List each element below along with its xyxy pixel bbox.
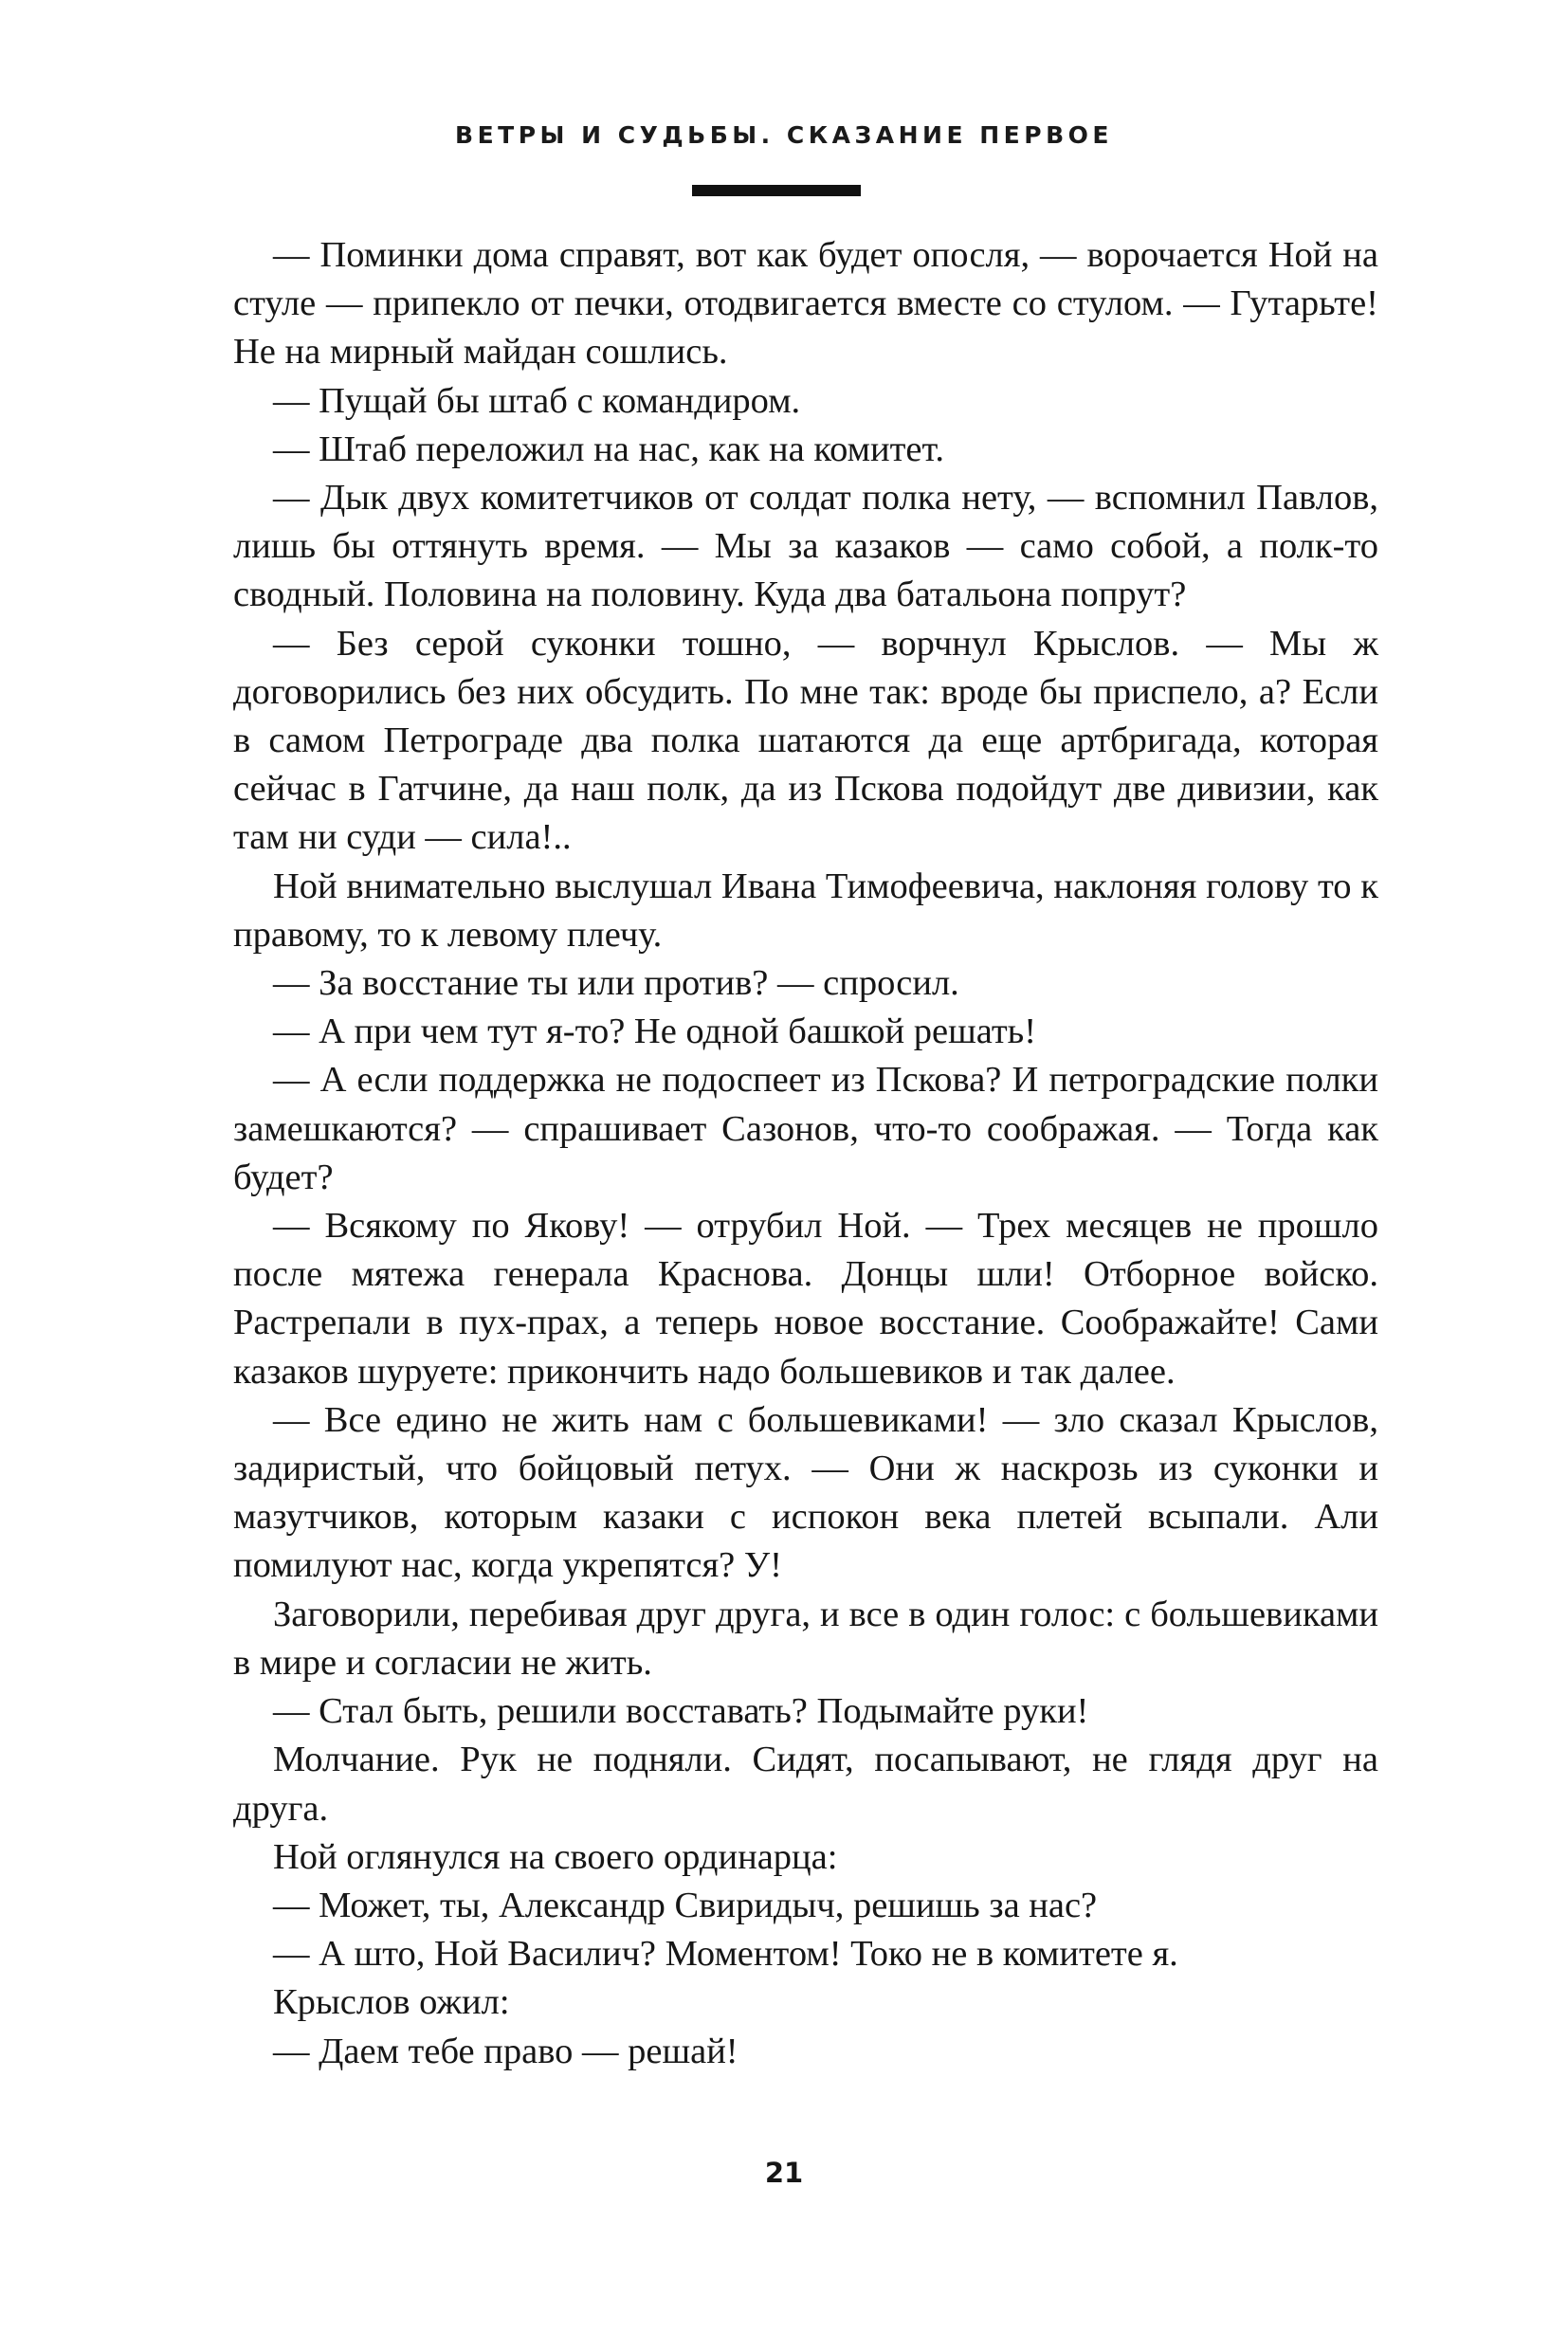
paragraph: Ной внимательно выслушал Ивана Тимофеевича, наклоняя голову то к правому, то к левому плечу.	[233, 866, 1378, 955]
paragraph: Заговорили, перебивая друг друга, и все в один голос: с большевиками в мире и согласии не жить.	[233, 1594, 1378, 1683]
paragraph: — Даем тебе право — решай!	[273, 2031, 738, 2071]
paragraph: — А если поддержка не подоспеет из Пскова? И петроградские полки замешкаются? — спрашивает Сазонов, что-то соображая. — Тогда как будет?	[233, 1060, 1378, 1197]
paragraph: — Дык двух комитетчиков от солдат полка нету, — вспомнил Павлов, лишь бы оттянуть время. — Мы за казаков — само собой, а полк-то сводный. Половина на половину. Куда два батальона попрут?	[233, 478, 1378, 615]
body-text	[233, 231, 1378, 2076]
paragraph: Ной оглянулся на своего ординарца:	[273, 1836, 838, 1877]
paragraph: — За восстание ты или против? — спросил.	[273, 963, 959, 1004]
paragraph: — Штаб переложил на нас, как на комитет.	[273, 428, 945, 469]
paragraph: Крыслов ожил:	[273, 1982, 510, 2023]
paragraph: — Пущай бы штаб с командиром.	[273, 380, 801, 421]
paragraph: — А што, Ной Василич? Моментом! Токо не в комитете я.	[273, 1934, 1178, 1975]
paragraph: Молчание. Рук не подняли. Сидят, посапывают, не глядя друг на друга.	[233, 1740, 1378, 1829]
page-number: 21	[764, 2157, 804, 2189]
paragraph: — Без серой суконки тошно, — ворчнул Крыслов. — Мы ж договорились без них обсудить. По мне так: вроде бы приспело, а? Если в самом Петрограде два полка шатаются да еще артбригада, которая сейчас в Гатчине, да наш полк, да из Пскова подойдут две дивизии, как там ни суди — сила!..	[233, 623, 1378, 858]
paragraph: — Может, ты, Александр Свиридыч, решишь за нас?	[273, 1885, 1098, 1925]
paragraph: — Все едино не жить нам с большевиками! — зло сказал Крыслов, задиристый, что бойцовый петух. — Они ж наскрозь из суконки и мазутчиков, которым казаки с испокон века плетей всыпали. Али помилуют нас, когда укрепятся? У!	[233, 1399, 1378, 1586]
paragraph: — А при чем тут я-то? Не одной башкой решать!	[273, 1011, 1037, 1052]
paragraph: — Стал быть, решили восставать? Подымайте руки!	[273, 1691, 1089, 1732]
running-head: ВЕТРЫ И СУДЬБЫ. СКАЗАНИЕ ПЕРВОЕ	[455, 121, 1113, 149]
paragraph: — Поминки дома справят, вот как будет опосля, — ворочается Ной на стуле — припекло от печки, отодвигается вместе со стулом. — Гутарьте! Не на мирный майдан сошлись.	[233, 235, 1378, 373]
paragraph: — Всякому по Якову! — отрубил Ной. — Трех месяцев не прошло после мятежа генерала Краснова. Донцы шли! Отборное войско. Растрепали в пух-прах, а теперь новое восстание. Соображайте! Сами казаков шуруете: прикончить надо большевиков и так далее.	[233, 1206, 1378, 1392]
header-rule	[692, 185, 861, 196]
